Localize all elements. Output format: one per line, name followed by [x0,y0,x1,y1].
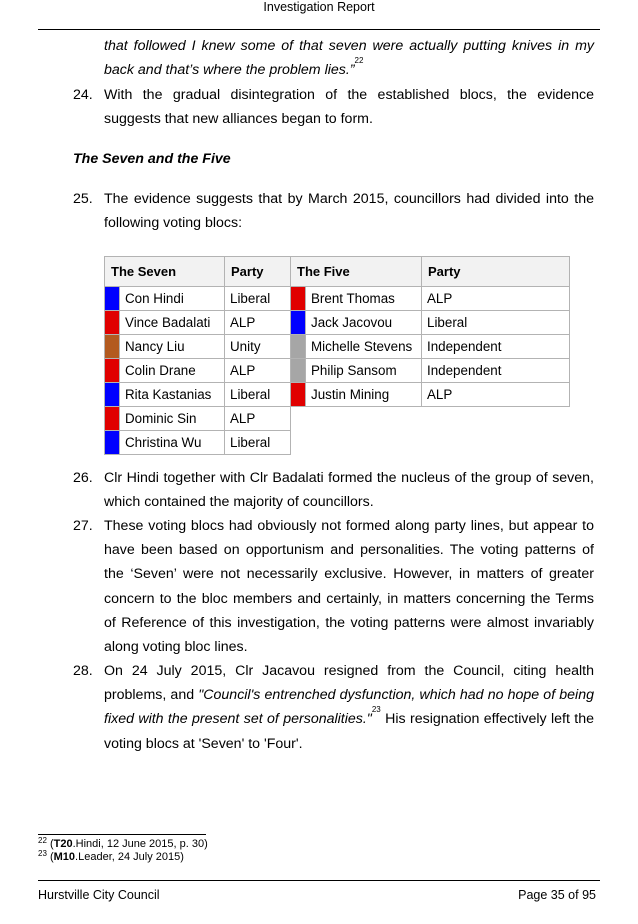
table-row [105,335,570,359]
table-row [105,407,570,431]
paragraph-number: 28. [73,663,93,679]
footnote-source: T20 [53,838,73,850]
five-party-colour-swatch [291,383,306,407]
paragraph-25: The evidence suggests that by March 2015, councillors had divided into the following voting blocs: [104,191,594,232]
five-councillor-party: Independent [422,359,570,383]
five-councillor-party: Liberal [422,311,570,335]
page-header: Investigation Report [263,0,375,14]
footer-organisation: Hurstville City Council [38,888,160,902]
paragraph-number: 25. [73,191,93,207]
seven-councillor-name: Colin Drane [120,359,225,383]
seven-councillor-party: Liberal [225,383,291,407]
paragraph-number: 24. [73,87,93,103]
seven-party-colour-swatch [105,359,120,383]
seven-party-colour-swatch [105,431,120,455]
footer-rule [38,880,600,881]
footnote-22: $^{22}$ (T20.Hindi, 12 June 2015, p. 30) [38,836,208,850]
footer-page-number: Page 35 of 95 [518,888,596,902]
five-councillor-party: ALP [422,287,570,311]
five-councillor-name: Philip Sansom [306,359,422,383]
five-councillor-party: ALP [422,383,570,407]
footnote-ref-22: 22 [354,56,364,66]
five-councillor-name: Jack Jacovou [306,311,422,335]
table-body [105,287,570,455]
footnote-ref-23: 23 [371,705,381,715]
header-the-five: The Five [291,257,422,287]
seven-party-colour-swatch [105,335,120,359]
header-party-seven: Party [225,257,291,287]
five-councillor-name: Brent Thomas [306,287,422,311]
table-row [105,287,570,311]
seven-councillor-party: Liberal [225,287,291,311]
seven-councillor-party: Unity [225,335,291,359]
header-the-seven: The Seven [105,257,225,287]
seven-party-colour-swatch [105,383,120,407]
seven-councillor-name: Dominic Sin [120,407,225,431]
table-header-row [105,257,570,287]
footnote-num: 22 [38,836,47,845]
five-councillor-name: Michelle Stevens [306,335,422,359]
footnote-source: M10 [53,851,76,863]
seven-councillor-name: Vince Badalati [120,311,225,335]
paragraph-number: 26. [73,470,93,486]
seven-councillor-name: Nancy Liu [120,335,225,359]
table-row [105,431,570,455]
footnote-23: $^{23}$ (M10.Leader, 24 July 2015) [38,849,184,863]
quote-continuation [104,34,594,82]
table-row [105,311,570,335]
paragraph-26: Clr Hindi together with Clr Badalati formed the nucleus of the group of seven, which contained the majority of councillors. [104,470,594,511]
empty-cell [291,431,570,455]
paragraph-28-quote: "Council's entrenched dysfunction, which had no hope of being fixed with the present set of personalities." [104,687,594,728]
seven-councillor-party: ALP [225,407,291,431]
table-row [105,359,570,383]
seven-councillor-party: Liberal [225,431,291,455]
seven-councillor-name: Christina Wu [120,431,225,455]
header-party-five: Party [422,257,570,287]
seven-party-colour-swatch [105,287,120,311]
seven-councillor-party: ALP [225,359,291,383]
voting-blocs-table [104,256,570,455]
footnote-text: .Leader, 24 July 2015) [75,851,184,863]
header-rule [38,29,600,30]
footnote-text: .Hindi, 12 June 2015, p. 30) [72,838,208,850]
paragraph-28-text: On 24 July 2015, Clr Jacavou resigned from the Council, citing health problems, and [104,663,594,704]
paragraph-24: With the gradual disintegration of the established blocs, the evidence suggests that new alliances began to form. [104,87,594,128]
seven-party-colour-swatch [105,407,120,431]
paragraph-number: 27. [73,518,93,534]
paragraph-27: These voting blocs had obviously not formed along party lines, but appear to have been based on opportunism and personalities. The voting patterns of the ‘Seven’ were not necessarily exclusive. However, in matters of greater concern to the bloc members and certainly, in matters concerning the Terms of Reference of this investigation, the voting patterns were almost invariably along voting bloc lines. [104,518,594,656]
five-party-colour-swatch [291,359,306,383]
paragraph-28 [104,659,594,756]
five-party-colour-swatch [291,287,306,311]
seven-party-colour-swatch [105,311,120,335]
empty-cell [291,407,570,431]
seven-councillor-name: Con Hindi [120,287,225,311]
paragraph-28-text-after: His resignation effectively left the voting blocs at 'Seven' to 'Four'. [104,711,594,752]
table-row [105,383,570,407]
five-party-colour-swatch [291,335,306,359]
seven-councillor-party: ALP [225,311,291,335]
five-councillor-party: Independent [422,335,570,359]
seven-councillor-name: Rita Kastanias [120,383,225,407]
quote-text: that followed I knew some of that seven were actually putting knives in my back and that’s where the problem lies.” [104,38,594,79]
section-heading: The Seven and the Five [73,151,231,167]
footnote-rule [38,834,206,835]
five-councillor-name: Justin Mining [306,383,422,407]
footnote-num: 23 [38,849,47,858]
five-party-colour-swatch [291,311,306,335]
